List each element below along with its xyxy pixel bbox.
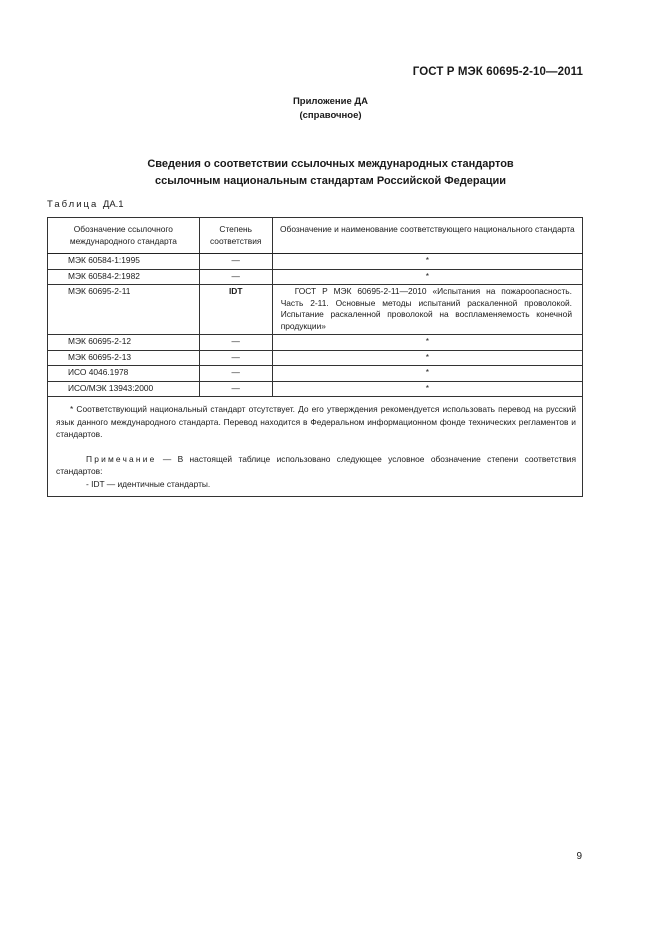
cell-degree: IDT xyxy=(199,285,272,335)
cell-degree: — xyxy=(199,335,272,351)
table-footer-row xyxy=(48,397,583,497)
footnote: * Соответствующий национальный стандарт отсутствует. До его утверждения рекомендуется использовать перевод на русский язык данного международного стандарта. Перевод находится в Федеральном информационном фонде технических регламентов и стандартов. xyxy=(56,404,576,439)
cell-national: * xyxy=(272,350,582,366)
note-text: — В настоящей таблице использовано следующее условное обозначение степени соответствия стандартов: xyxy=(56,453,577,476)
cell-national: * xyxy=(272,366,582,382)
header-degree: Степень соответствия xyxy=(199,218,272,254)
table-caption xyxy=(47,199,124,210)
cell-national: * xyxy=(272,269,582,285)
cell-degree: — xyxy=(199,366,272,382)
table-row xyxy=(48,269,583,285)
page-number: 9 xyxy=(576,851,582,862)
note-label: Примечание xyxy=(86,453,157,464)
table-row xyxy=(48,285,583,335)
table-caption-number: ДА.1 xyxy=(102,199,124,210)
cell-degree: — xyxy=(199,254,272,270)
annex-subtitle: (справочное) xyxy=(299,110,362,121)
table-row xyxy=(48,335,583,351)
cell-code: МЭК 60695-2-11 xyxy=(48,285,200,335)
cell-degree: — xyxy=(199,381,272,397)
table-row xyxy=(48,254,583,270)
cell-code: МЭК 60584-1:1995 xyxy=(48,254,200,270)
cell-degree: — xyxy=(199,350,272,366)
cell-code: ИСО 4046.1978 xyxy=(48,366,200,382)
cell-national: * xyxy=(272,254,582,270)
cell-degree: — xyxy=(199,269,272,285)
cell-national: * xyxy=(272,335,582,351)
annex-title: Приложение ДА xyxy=(292,96,369,107)
cell-code: МЭК 60695-2-12 xyxy=(48,335,200,351)
table-row xyxy=(48,366,583,382)
reference-standards-table xyxy=(47,217,583,497)
table-caption-word: Таблица xyxy=(47,199,99,210)
cell-national: * xyxy=(272,381,582,397)
header-national-standard: Обозначение и наименование соответствующего национального стандарта xyxy=(272,218,582,254)
note-item: - IDT — идентичные стандарты. xyxy=(86,478,211,489)
section-title xyxy=(0,156,661,190)
table-row xyxy=(48,350,583,366)
document-code-header: ГОСТ Р МЭК 60695-2-10—2011 xyxy=(412,66,583,78)
cell-code: МЭК 60695-2-13 xyxy=(48,350,200,366)
section-title-line-2: ссылочным национальным стандартам Российской Федерации xyxy=(154,175,507,187)
table-row xyxy=(48,381,583,397)
cell-code: ИСО/МЭК 13943:2000 xyxy=(48,381,200,397)
cell-national: ГОСТ Р МЭК 60695-2-11—2010 «Испытания на пожароопасность. Часть 2-11. Основные методы испытаний раскаленной проволокой. Испытание раскаленной проволокой на воспламеняемость конечной продукции» xyxy=(272,285,582,335)
annex-heading xyxy=(0,95,661,123)
table-header-row xyxy=(48,218,583,254)
section-title-line-1: Сведения о соответствии ссылочных международных стандартов xyxy=(147,158,514,170)
header-international-code: Обозначение ссылочного международного стандарта xyxy=(48,218,200,254)
cell-code: МЭК 60584-2:1982 xyxy=(48,269,200,285)
table-footer xyxy=(48,397,583,497)
note xyxy=(56,453,576,478)
